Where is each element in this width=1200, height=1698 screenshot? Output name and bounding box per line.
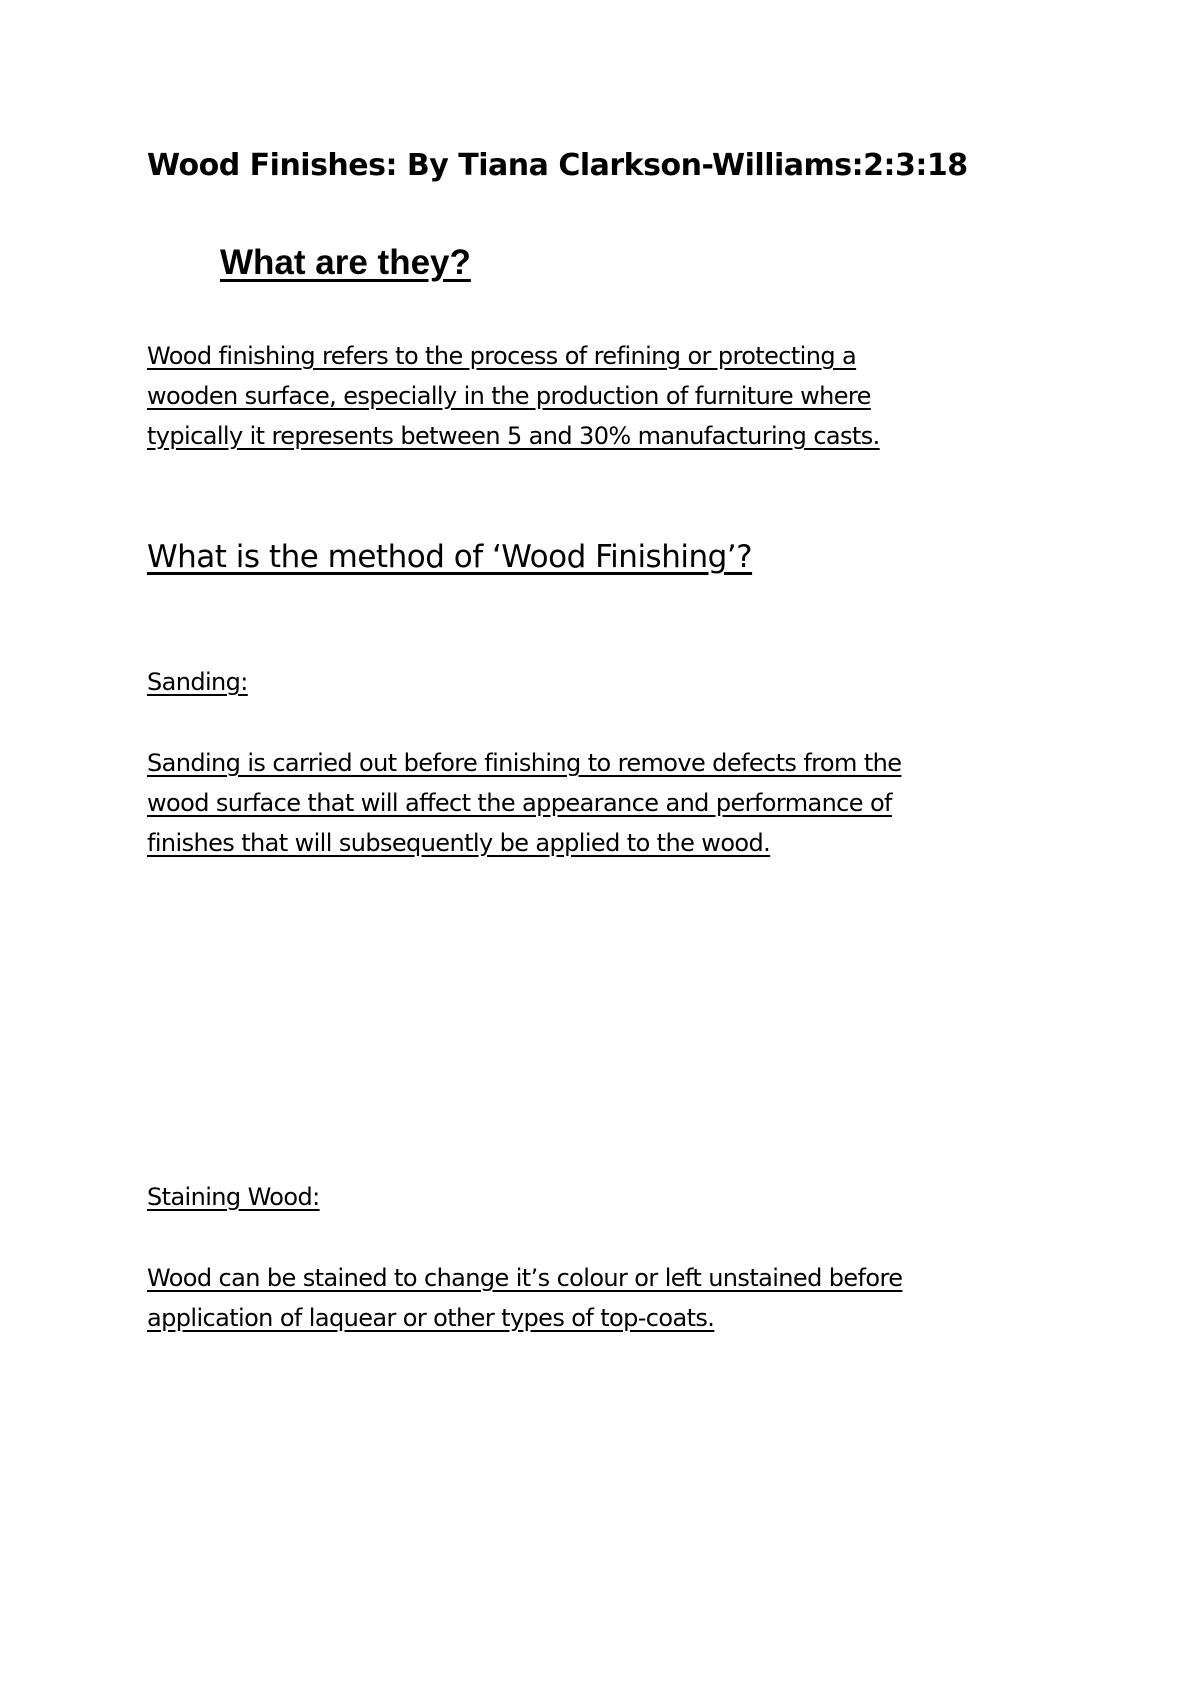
intro-line: wooden surface, especially in the production of furniture where xyxy=(147,382,871,410)
staining-line: application of laquear or other types of top-coats. xyxy=(147,1304,715,1332)
staining-line: Wood can be stained to change it’s colour or left unstained before xyxy=(147,1264,903,1292)
sanding-line: wood surface that will affect the appearance and performance of xyxy=(147,789,892,817)
sanding-paragraph xyxy=(147,743,1047,863)
intro-line: typically it represents between 5 and 30% manufacturing casts. xyxy=(147,422,880,450)
sanding-line: finishes that will subsequently be applied to the wood. xyxy=(147,829,771,857)
intro-line: Wood finishing refers to the process of refining or protecting a xyxy=(147,342,857,370)
intro-paragraph xyxy=(147,336,1047,456)
staining-paragraph xyxy=(147,1258,1047,1338)
section-subtitle: What are they? xyxy=(220,243,471,282)
sanding-label: Sanding: xyxy=(147,668,248,696)
staining-label: Staining Wood: xyxy=(147,1183,320,1211)
method-heading: What is the method of ‘Wood Finishing’? xyxy=(147,539,753,575)
document-title: Wood Finishes: By Tiana Clarkson-Williams:2:3:18 xyxy=(147,148,968,183)
sanding-line: Sanding is carried out before finishing to remove defects from the xyxy=(147,749,902,777)
